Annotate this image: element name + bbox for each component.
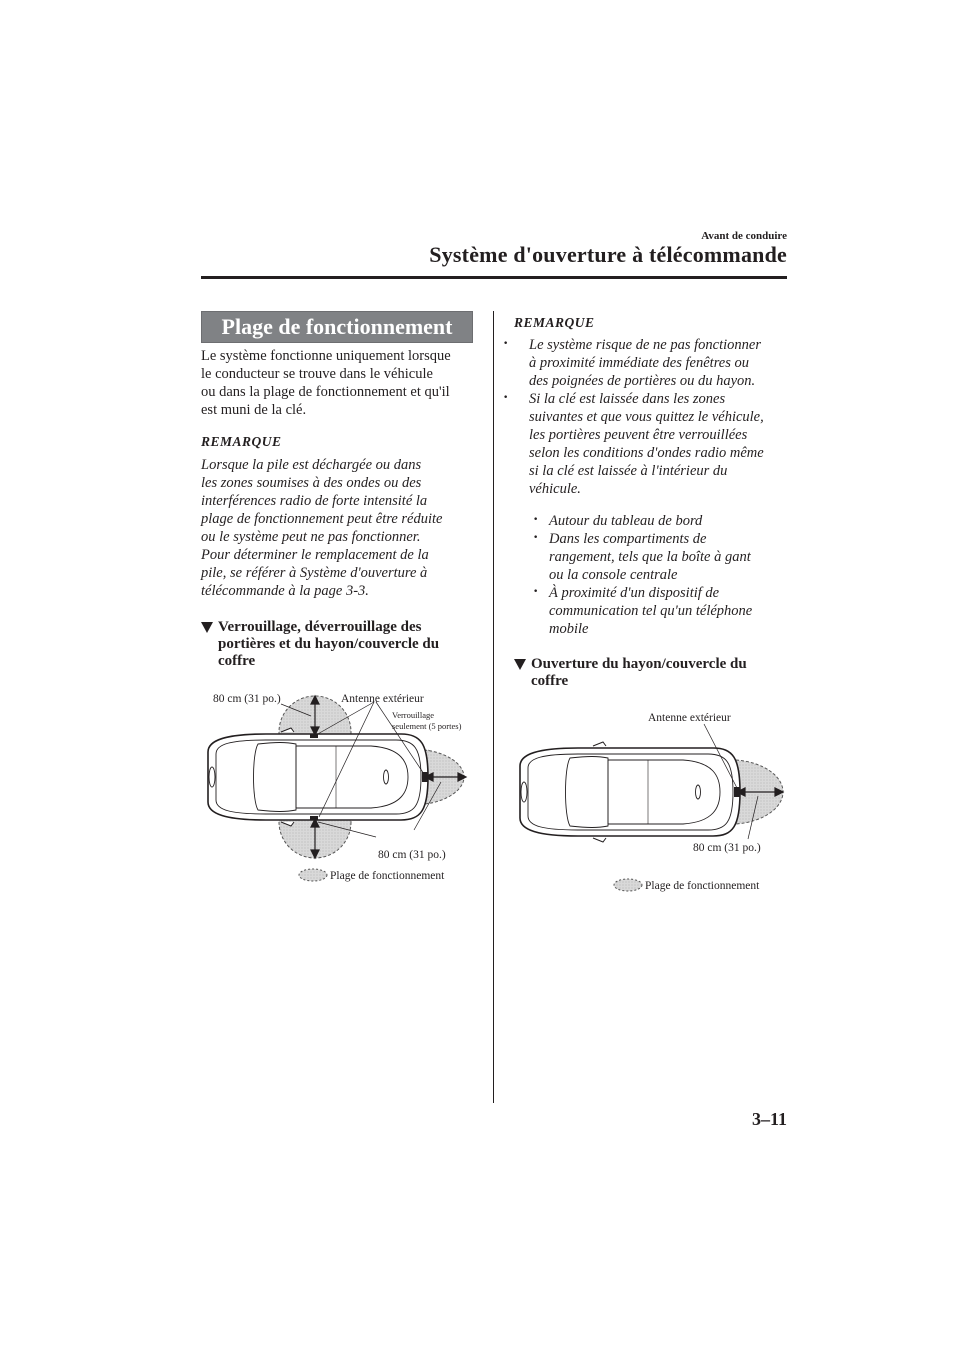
note-line: ou le système peut ne pas fonctionner. [201,529,421,545]
note-line: les zones soumises à des ondes ou des [201,475,422,491]
page-title: Système d'ouverture à télécommande [429,242,787,267]
note-heading-left: REMARQUE [201,434,282,449]
sub-bullet-line: · À proximité d'un dispositif de [549,585,720,601]
operating-range-figure-right [508,704,798,899]
note-list-right [501,336,791,638]
note-heading-right: REMARQUE [514,315,595,330]
note-line: télécommande à la page 3-3. [201,583,369,599]
antenna-label: Antenne extérieur [341,693,424,705]
column-divider [493,311,494,1103]
sub-bullet-line: communication tel qu'un téléphone [549,603,753,619]
subheading-line: Verrouillage, déverrouillage des [218,619,422,635]
note-line: pile, se référer à Système d'ouverture à [201,565,428,581]
bullet-line: des poignées de portières ou du hayon. [529,373,756,389]
legend-swatch [614,879,642,891]
subheading-liftgate [514,656,794,690]
note-line: plage de fonctionnement peut être réduite [201,511,443,527]
intro-paragraph [201,347,491,419]
section-title: Plage de fonctionnement [201,311,473,343]
triangle-bullet-icon [514,659,526,670]
sub-bullet [531,584,791,638]
car-top-view [208,728,428,826]
triangle-bullet-icon [201,622,213,633]
bullet-line: véhicule. [529,481,581,497]
distance-label-bottom: 80 cm (31 po.) [378,849,446,861]
note-line: Lorsque la pile est déchargée ou dans [201,457,422,473]
note-bullet [501,336,791,390]
bullet-line: à proximité immédiate des fenêtres ou [529,355,749,371]
sub-bullet-line: rangement, tels que la boîte à gant [549,549,751,565]
intro-line: Le système fonctionne uniquement lorsque [201,348,451,364]
note-line: interférences radio de forte intensité la [201,493,428,509]
bullet-line: les portières peuvent être verrouillées [529,427,748,443]
subheading-line: coffre [218,653,256,669]
car-top-view [520,742,740,842]
subheading-line: portières et du hayon/couvercle du [218,636,440,652]
distance-label-top: 80 cm (31 po.) [213,693,281,705]
sub-bullet [531,512,791,530]
bullet-line: selon les conditions d'ondes radio même [529,445,764,461]
sub-bullet-line: mobile [549,621,589,637]
intro-line: ou dans la plage de fonctionnement et qu'il [201,384,450,400]
note-bullet [501,390,791,498]
intro-line: le conducteur se trouve dans le véhicule [201,366,433,382]
sub-bullet-line: · Autour du tableau de bord [549,513,703,529]
distance-label: 80 cm (31 po.) [693,842,761,854]
bullet-line: · Le système risque de ne pas fonctionner [529,337,761,353]
note-paragraph-left [201,456,491,600]
subheading-line: Ouverture du hayon/couvercle du [531,656,747,672]
legend-label: Plage de fonctionnement [330,870,445,882]
subheading-line: coffre [531,673,569,689]
bullet-line: suivantes et que vous quittez le véhicule, [529,409,764,425]
note-line: Pour déterminer le remplacement de la [201,547,429,563]
legend-swatch [299,869,327,881]
antenna-label: Antenne extérieur [648,712,731,724]
chapter-label: Avant de conduire [701,230,787,242]
legend-label: Plage de fonctionnement [645,880,760,892]
bullet-line: · Si la clé est laissée dans les zones [529,391,726,407]
lock-only-label-line1: Verrouillage [392,710,435,720]
sub-bullet-line: ou la console centrale [549,567,678,583]
sub-bullet-line: · Dans les compartiments de [549,531,707,547]
bullet-line: si la clé est laissée à l'intérieur du [529,463,728,479]
sub-bullet [531,530,791,584]
intro-line: est muni de la clé. [201,402,307,418]
header-rule [201,276,787,279]
page-number: 3–11 [751,1109,787,1129]
subheading-lock-unlock [201,619,491,670]
operating-range-figure-left [196,682,486,887]
lock-only-label-line2: seulement (5 portes) [392,721,462,731]
